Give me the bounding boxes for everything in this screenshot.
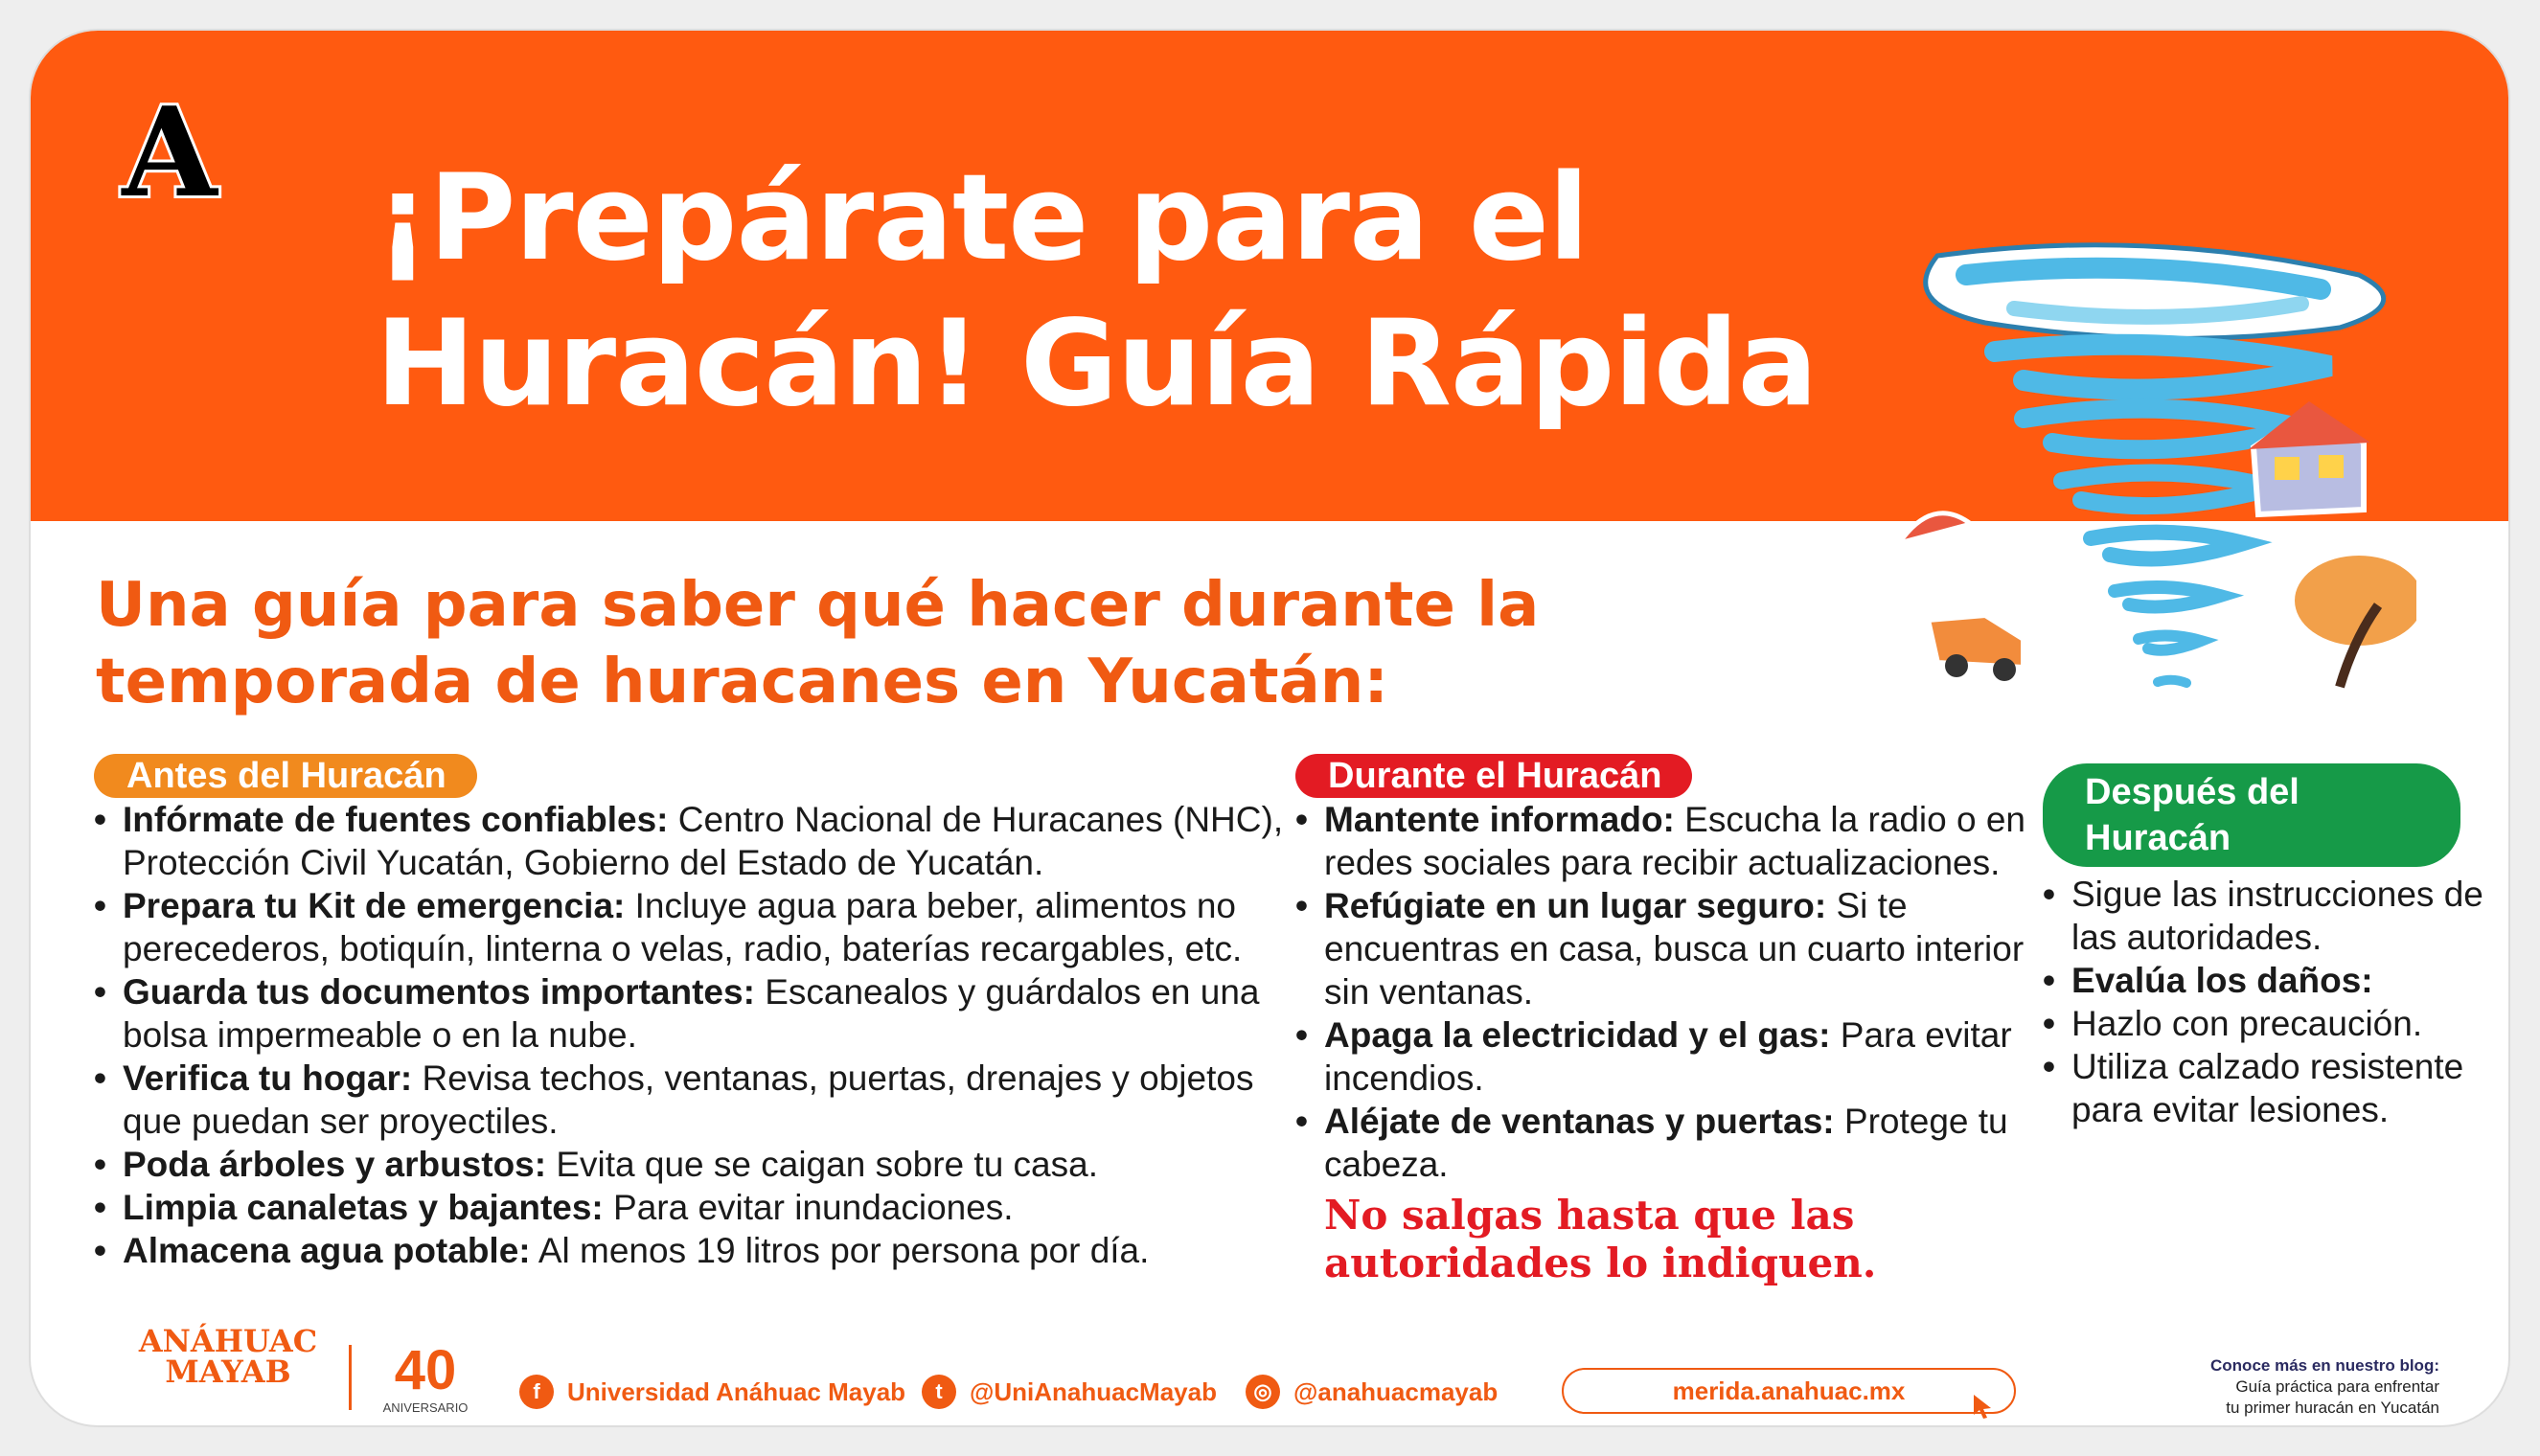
facebook-link[interactable]: f Universidad Anáhuac Mayab — [519, 1375, 905, 1409]
during-item: • Mantente informado: Escucha la radio o en redes sociales para recibir actualizaciones. — [1295, 798, 2062, 884]
during-item: • Apaga la electricidad y el gas: Para evitar incendios. — [1295, 1013, 2062, 1100]
during-item: • Aléjate de ventanas y puertas: Protege tu cabeza. — [1295, 1100, 2062, 1186]
before-item: • Infórmate de fuentes confiables: Centro Nacional de Huracanes (NHC), Protección Civil Yucatán, Gobierno del Estado de Yucatán. — [94, 798, 1311, 884]
footer-divider — [349, 1345, 352, 1410]
during-label: Durante el Huracán — [1295, 754, 1692, 798]
subtitle — [96, 567, 1590, 720]
tornado-icon — [1880, 237, 2416, 735]
after-label: Después del Huracán — [2043, 763, 2460, 867]
anniversary-number: 40 — [394, 1341, 457, 1401]
title-line-1: ¡Prepárate para el — [376, 149, 1589, 287]
before-item: • Guarda tus documentos importantes: Escanealos y guárdalos en una bolsa impermeable o en la nube. — [94, 970, 1311, 1057]
twitter-link[interactable]: t @UniAnahuacMayab — [922, 1375, 1217, 1409]
before-label: Antes del Huracán — [94, 754, 477, 798]
anniversary-logo — [368, 1341, 483, 1418]
infographic-card — [31, 31, 2508, 1425]
facebook-icon: f — [519, 1375, 554, 1409]
twitter-icon: t — [922, 1375, 956, 1409]
before-item: • Prepara tu Kit de emergencia: Incluye agua para beber, alimentos no perecederos, botiquín, linterna o velas, radio, baterías recargables, etc. — [94, 884, 1311, 970]
instagram-icon: ◎ — [1246, 1375, 1280, 1409]
during-item: • Refúgiate en un lugar seguro: Si te encuentras en casa, busca un cuarto interior sin ventanas. — [1295, 884, 2062, 1013]
page-title — [376, 146, 1947, 437]
subtitle-line-1: Una guía para saber qué hacer durante la — [96, 570, 1540, 641]
cursor-click-icon — [1966, 1389, 1999, 1422]
umbrella-icon — [1899, 513, 1971, 543]
tree-icon — [2292, 553, 2416, 687]
before-item: • Almacena agua potable: Al menos 19 litros por persona por día. — [94, 1229, 1311, 1272]
anniversary-label: ANIVERSARIO — [382, 1400, 469, 1415]
after-item: • Sigue las instrucciones de las autoridades. — [2043, 873, 2483, 959]
before-section — [94, 754, 1311, 1272]
website-link[interactable]: merida.anahuac.mx — [1562, 1368, 2016, 1414]
anahuac-mayab-logo: ANÁHUAC MAYAB — [138, 1323, 318, 1390]
warning-text: No salgas hasta que las autoridades lo indiquen. — [1324, 1192, 1877, 1286]
after-item: • Evalúa los daños: — [2043, 959, 2483, 1002]
instagram-link[interactable]: ◎ @anahuacmayab — [1246, 1375, 1498, 1409]
after-item: • Utiliza calzado resistente para evitar lesiones. — [2043, 1045, 2483, 1131]
a-logo-icon — [107, 88, 232, 213]
before-item: • Limpia canaletas y bajantes: Para evitar inundaciones. — [94, 1186, 1311, 1229]
logo-letter: A — [122, 88, 217, 213]
car-icon — [1928, 615, 2024, 681]
after-section — [2043, 763, 2483, 1131]
during-section — [1295, 754, 2062, 1287]
after-item: • Hazlo con precaución. — [2043, 1002, 2483, 1045]
subtitle-line-2: temporada de huracanes en Yucatán: — [96, 647, 1388, 717]
title-line-2: Huracán! Guía Rápida — [376, 295, 1818, 433]
blog-reference[interactable]: Conoce más en nuestro blog: Guía práctica para enfrentar tu primer huracán en Yucatán — [2210, 1356, 2439, 1417]
before-item: • Verifica tu hogar: Revisa techos, ventanas, puertas, drenajes y objetos que puedan ser proyectiles. — [94, 1057, 1311, 1143]
before-item: • Poda árboles y arbustos: Evita que se caigan sobre tu casa. — [94, 1143, 1311, 1186]
